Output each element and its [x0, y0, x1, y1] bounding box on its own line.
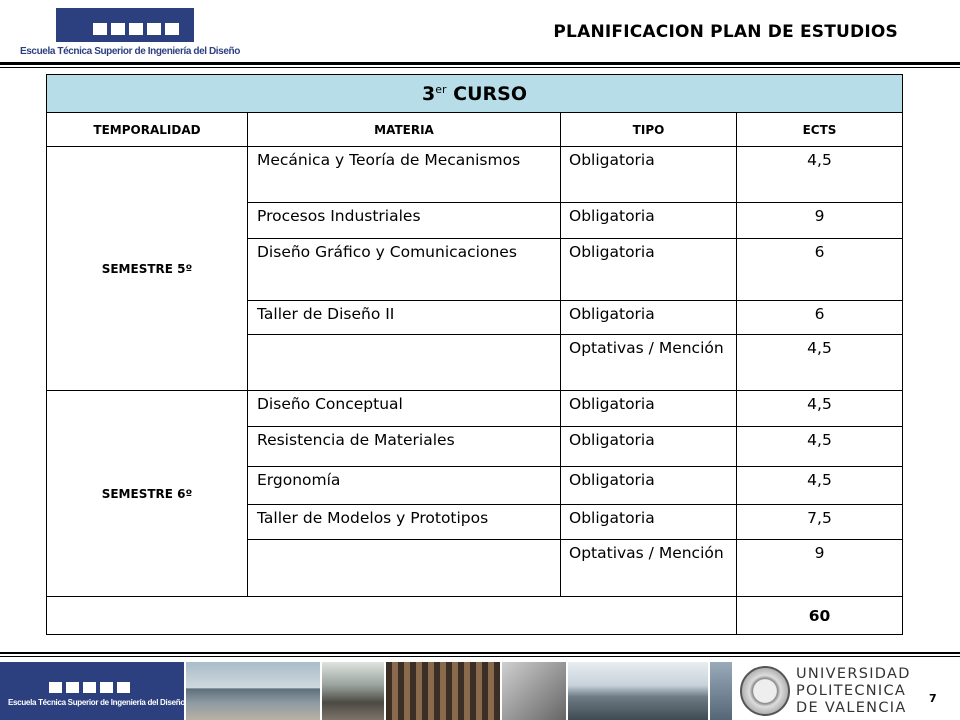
table-title-row	[47, 75, 903, 113]
course-plan-table	[46, 74, 903, 635]
table-title	[47, 75, 903, 113]
campus-photo-facade	[386, 662, 500, 720]
campus-photo-lab	[710, 662, 732, 720]
materia-cell: Ergonomía	[248, 467, 561, 505]
materia-cell: Mecánica y Teoría de Mecanismos	[248, 147, 561, 203]
university-name-line: POLITECNICA	[796, 683, 907, 699]
campus-photo-bicycles	[322, 662, 384, 720]
tipo-cell: Obligatoria	[561, 505, 737, 540]
materia-cell: Resistencia de Materiales	[248, 427, 561, 467]
footer-school-logo	[0, 662, 184, 720]
campus-photo-wall	[502, 662, 566, 720]
university-seal-icon	[740, 666, 790, 716]
ects-cell: 4,5	[737, 147, 903, 203]
column-header-temporalidad: TEMPORALIDAD	[47, 113, 248, 147]
tipo-cell: Optativas / Mención	[561, 335, 737, 391]
university-name-line: UNIVERSIDAD	[796, 666, 911, 682]
tipo-cell: Obligatoria	[561, 427, 737, 467]
table-row	[47, 147, 903, 203]
ects-cell: 4,5	[737, 335, 903, 391]
ects-cell: 9	[737, 540, 903, 597]
ects-cell: 4,5	[737, 467, 903, 505]
header-rule	[0, 62, 960, 65]
materia-cell	[248, 540, 561, 597]
total-ects: 60	[737, 597, 903, 635]
university-name	[796, 666, 911, 717]
column-header-tipo: TIPO	[561, 113, 737, 147]
footer-rule	[0, 652, 960, 654]
page-title: PLANIFICACION PLAN DE ESTUDIOS	[553, 22, 898, 42]
school-logo-text: Escuela Técnica Superior de Ingeniería del Diseño	[20, 46, 240, 57]
semester-label: SEMESTRE 6º	[47, 391, 248, 597]
course-ordinal: er	[435, 82, 447, 96]
tipo-cell: Obligatoria	[561, 147, 737, 203]
tipo-cell: Obligatoria	[561, 467, 737, 505]
footer-school-text: Escuela Técnica Superior de Ingeniería del Diseño	[8, 698, 185, 707]
tipo-cell: Obligatoria	[561, 203, 737, 239]
course-word: CURSO	[453, 82, 527, 105]
course-number: 3	[422, 82, 436, 105]
school-logo-mark	[56, 8, 194, 42]
school-logo	[20, 8, 240, 60]
campus-photo-building	[186, 662, 320, 720]
university-name-line: DE VALENCIA	[796, 700, 907, 716]
column-header-ects: ECTS	[737, 113, 903, 147]
ects-cell: 6	[737, 239, 903, 301]
materia-cell: Diseño Conceptual	[248, 391, 561, 427]
header-rule-thin	[0, 67, 960, 68]
semester-label: SEMESTRE 5º	[47, 147, 248, 391]
ects-cell: 4,5	[737, 391, 903, 427]
tipo-cell: Optativas / Mención	[561, 540, 737, 597]
materia-cell: Taller de Diseño II	[248, 301, 561, 335]
campus-photo-classroom	[568, 662, 708, 720]
total-row	[47, 597, 903, 635]
materia-cell: Procesos Industriales	[248, 203, 561, 239]
ects-cell: 4,5	[737, 427, 903, 467]
ects-cell: 9	[737, 203, 903, 239]
ects-cell: 7,5	[737, 505, 903, 540]
materia-cell: Diseño Gráfico y Comunicaciones	[248, 239, 561, 301]
page-number: 7	[929, 692, 937, 705]
column-header-row	[47, 113, 903, 147]
tipo-cell: Obligatoria	[561, 301, 737, 335]
table-row	[47, 391, 903, 427]
materia-cell: Taller de Modelos y Prototipos	[248, 505, 561, 540]
column-header-materia: MATERIA	[248, 113, 561, 147]
materia-cell	[248, 335, 561, 391]
tipo-cell: Obligatoria	[561, 391, 737, 427]
tipo-cell: Obligatoria	[561, 239, 737, 301]
total-spacer	[47, 597, 737, 635]
footer-rule-thin	[0, 656, 960, 657]
ects-cell: 6	[737, 301, 903, 335]
